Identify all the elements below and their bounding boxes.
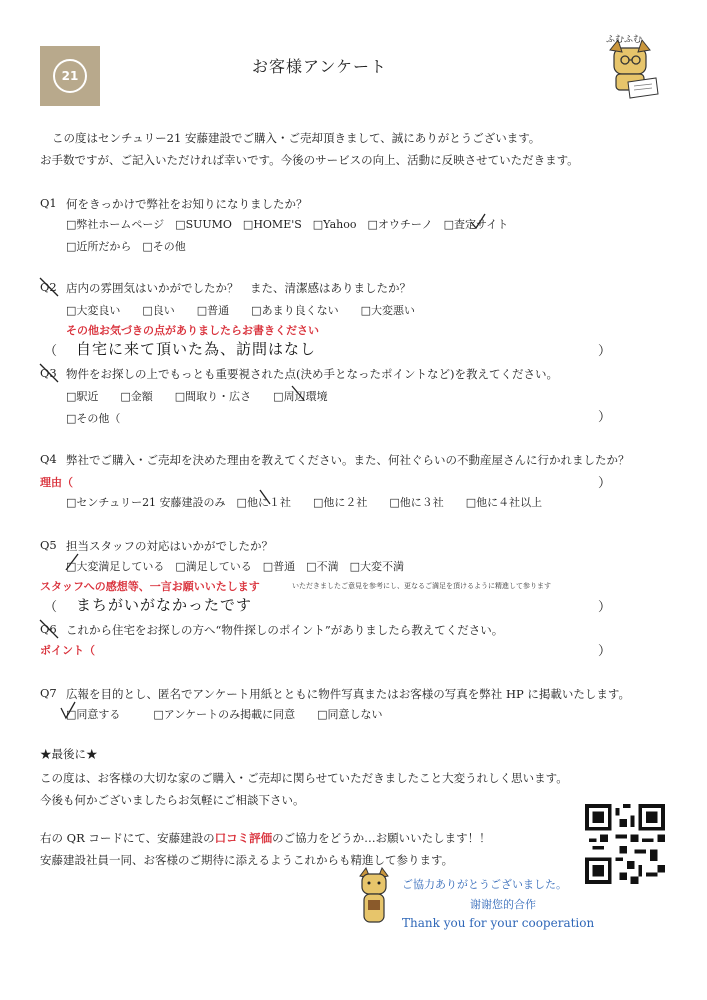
q6-point-label: ポイント（: [40, 644, 95, 657]
q3-options-row2[interactable]: □その他（: [66, 412, 121, 425]
page-title: お客様アンケート: [252, 57, 388, 76]
q6-number: Q6: [40, 622, 57, 636]
q2-text: 店内の雰囲気はいかがでしたか？ また、清潔感はありましたか？: [66, 281, 411, 295]
q4-selected-check-icon: [258, 488, 272, 506]
intro-line-2: お手数ですが、ご記入いただければ幸いです。今後のサービスの向上、活動に反映させていただきます。: [40, 153, 579, 167]
q4-reason-label: 理由（: [40, 476, 73, 489]
q2-open-paren: （: [44, 344, 58, 359]
closing-qr-pre: 右の QR コードにて、安藤建設の: [40, 831, 215, 845]
closing-qr-red: 口コミ評価: [214, 831, 273, 845]
q3-options-row1[interactable]: □駅近 □金額 □間取り・広さ □周辺環境: [66, 390, 328, 403]
q7-options-row1[interactable]: □同意する □アンケートのみ掲載に同意 □同意しない: [66, 708, 383, 721]
q4-text: 弊社でご購入・ご売却を決めた理由を教えてください。また、何社ぐらいの不動産屋さんに行かれましたか？: [66, 453, 630, 467]
dog-mascot-icon: [354, 866, 394, 930]
closing-qr-line: [40, 830, 491, 846]
q1-options-row1[interactable]: □弊社ホームページ □SUUMO □HOME'S □Yahoo □オウチーノ □査定サイト: [66, 218, 509, 231]
thanks-chinese: 谢谢您的合作: [470, 898, 536, 911]
q3-number: Q3: [40, 366, 57, 380]
q2-close-paren: ）: [598, 344, 612, 359]
q3-close-paren: ）: [598, 410, 612, 425]
q4-close-paren: ）: [598, 476, 612, 491]
q5-number: Q5: [40, 538, 57, 552]
q1-text: 何をきっかけで弊社をお知りになりましたか？: [66, 197, 308, 211]
q3-check-mark-icon: [38, 362, 60, 384]
closing-line-1: この度は、お客様の大切な家のご購入・ご売却に関らせていただきましたこと大変うれしく思います。: [40, 771, 568, 785]
q2-comment-prompt: その他お気づきの点がありましたらお書きください: [66, 324, 319, 337]
q5-handwritten-answer[interactable]: まちがいがなかったです: [76, 596, 253, 614]
q2-handwritten-answer[interactable]: 自宅に来て頂いた為、訪問はなし: [76, 340, 317, 358]
closing-line-2: 今後も何かございましたらお気軽にご相談下さい。: [40, 793, 305, 807]
q4-number: Q4: [40, 452, 57, 466]
q5-text: 担当スタッフの対応はいかがでしたか？: [66, 539, 273, 553]
century21-logo: [40, 46, 100, 106]
thanks-japanese: ご協力ありがとうございました。: [402, 878, 567, 891]
qr-code-icon[interactable]: [585, 804, 665, 884]
q5-close-paren: ）: [598, 600, 612, 615]
q5-selected-check-icon: [64, 552, 80, 572]
thanks-english: Thank you for your cooperation: [402, 916, 595, 930]
q5-open-paren: （: [44, 600, 58, 615]
logo-mark: 21: [53, 59, 87, 93]
q5-options-row1[interactable]: □大変満足している □満足している □普通 □不満 □大変不満: [66, 560, 404, 573]
q6-check-mark-icon: [38, 618, 60, 640]
intro-line-1: この度はセンチュリー21 安藤建設でご購入・ご売却頂きまして、誠にありがとうございます。: [52, 131, 541, 145]
q7-text: 広報を目的とし、匿名でアンケート用紙とともに物件写真またはお客様の写真を弊社 HP に掲載いたします。: [66, 687, 630, 701]
q1-number: Q1: [40, 196, 57, 210]
q2-options-row1[interactable]: □大変良い □良い □普通 □あまり良くない □大変悪い: [66, 304, 415, 317]
q7-selected-check-icon: [58, 700, 78, 720]
q6-text: これから住宅をお探しの方へ“物件探しのポイント”がありましたら教えてください。: [66, 623, 504, 637]
q3-text: 物件をお探しの上でもっとも重要視された点(決め手となったポイントなど)を教えてください。: [66, 367, 558, 381]
q4-options-row1[interactable]: □センチュリー21 安藤建設のみ □他に１社 □他に２社 □他に３社 □他に４社以上: [66, 496, 543, 509]
q6-close-paren: ）: [598, 644, 612, 659]
mascot-caption: ふむふむ: [606, 35, 643, 45]
q1-check-mark-icon: [468, 212, 488, 232]
q1-options-row2[interactable]: □近所だから □その他: [66, 240, 186, 253]
q7-number: Q7: [40, 686, 57, 700]
q5-comment-prompt: スタッフへの感想等、一言お願いいたします: [40, 580, 260, 593]
q2-check-mark-icon: [38, 276, 60, 298]
q3-selected-check-icon: [290, 384, 306, 402]
closing-heading: ★最後に★: [40, 747, 98, 761]
closing-qr-post: のご協力をどうか…お願いいたします！！: [272, 831, 491, 845]
q2-number: Q2: [40, 280, 57, 294]
closing-line-4: 安藤建設社員一同、お客様のご期待に添えるようこれからも精進して参ります。: [40, 853, 454, 867]
q5-comment-note: いただきましたご意見を参考にし、更なるご満足を頂けるように精進して参ります: [292, 582, 551, 590]
